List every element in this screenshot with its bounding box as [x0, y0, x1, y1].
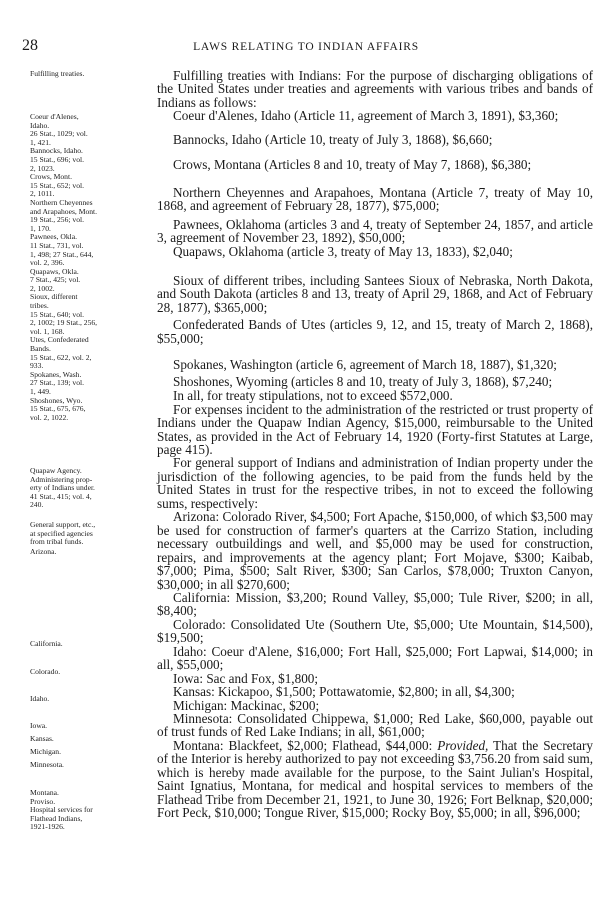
margin-note-line: 933. [30, 361, 44, 371]
margin-note-line: 1, 421. [30, 137, 51, 147]
margin-note-line: General support, etc., [30, 520, 96, 529]
margin-note-line: 15 Stat., 622, vol. 2, [30, 352, 92, 362]
margin-note-line: 2, 1011. [30, 189, 55, 199]
paragraph-california: California: Mission, $3,200; Round Valley, $5,000; Tule River, $200; in all, $8,400; [157, 589, 593, 619]
margin-note-line: Bannocks, Idaho. [30, 146, 83, 156]
paragraph-pawnees: Pawnees, Oklahoma (articles 3 and 4, treaty of September 24, 1857, and article 3, agreement of November 23, 1892), $50,000; [157, 216, 593, 246]
margin-note-line: 2, 1002; 19 Stat., 256, [30, 318, 98, 328]
margin-note-line: 1921-1926. [30, 822, 65, 832]
margin-note-line: vol. 2, 1022. [30, 412, 69, 422]
paragraph-montana [157, 739, 593, 820]
margin-note [30, 668, 148, 677]
margin-note-line: Quapaw Agency. [30, 466, 82, 475]
paragraph-coeur-dalenes: Coeur d'Alenes, Idaho (Article 11, agreement of March 3, 1891), $3,360; [173, 108, 559, 124]
margin-note-line: and Arapahoes, Mont. [30, 206, 98, 216]
margin-note-line: Proviso. [30, 796, 56, 806]
margin-note-line: 11 Stat., 731, vol. [30, 240, 84, 250]
margin-note-line: Arizona. [30, 547, 57, 556]
margin-note [30, 548, 148, 557]
margin-note [30, 748, 148, 757]
margin-note-line: 15 Stat., 640; vol. [30, 309, 85, 319]
margin-note-line: vol. 2, 396. [30, 258, 65, 268]
paragraph-fulfilling-treaties: Fulfilling treaties with Indians: For the purpose of discharging obligations of the United States under treaties and agreements with various tribes and bands of Indians as follows: [157, 68, 593, 110]
paragraph-bannocks: Bannocks, Idaho (Article 10, treaty of July 3, 1868), $6,660; [173, 131, 493, 147]
margin-note [30, 695, 148, 704]
paragraph-sioux: Sioux of different tribes, including Santees Sioux of Nebraska, North Dakota, and South Dakota (articles 8 and 13, treaty of April 29, 1868, and Act of February 28, 1877), $365,000; [157, 272, 593, 315]
margin-note-line: Michigan. [30, 747, 62, 756]
margin-note-line: tribes. [30, 301, 49, 311]
paragraph-in-all-treaty: In all, for treaty stipulations, not to exceed $572,000. [173, 388, 453, 404]
margin-note-line: Minnesota. [30, 760, 64, 769]
margin-note [30, 735, 148, 744]
paragraph-northern-cheyennes: Northern Cheyennes and Arapahoes, Montana (Article 7, treaty of May 10, 1868, and agreement of February 28, 1877), $75,000; [157, 184, 593, 214]
margin-note-line: 41 Stat., 415; vol. 4, [30, 491, 92, 501]
margin-note-line: Bands. [30, 344, 51, 354]
margin-note-line: 2, 1002. [30, 283, 55, 293]
margin-note-line: Kansas. [30, 734, 54, 743]
montana-text-start: Montana: Blackfeet, $2,000; Flathead, $44,000: [173, 737, 438, 753]
margin-note-line: Administering prop- [30, 474, 93, 484]
paragraph-general-support: For general support of Indians and administration of Indian property under the jurisdiction of the following agencies, to be paid from the funds held by the United States in trust for the respective tribes, in not to exceed the following sums, respectively: [157, 455, 593, 511]
margin-note-line: from tribal funds. [30, 537, 84, 547]
margin-note-line: 26 Stat., 1029; vol. [30, 129, 88, 139]
margin-note-line: vol. 1, 168. [30, 326, 65, 336]
margin-note [30, 521, 148, 547]
paragraph-idaho: Idaho: Coeur d'Alene, $16,000; Fort Hall, $25,000; Fort Lapwai, $14,000; in all, $55,000; [157, 643, 593, 673]
margin-note-line: 15 Stat., 696; vol. [30, 154, 85, 164]
margin-note-line: 19 Stat., 256; vol. [30, 215, 85, 225]
paragraph-colorado: Colorado: Consolidated Ute (Southern Ute, $5,000; Ute Mountain, $14,500), $19,500; [157, 616, 593, 646]
margin-note-line: 7 Stat., 425; vol. [30, 275, 81, 285]
margin-note-line: 15 Stat., 675, 676, [30, 404, 86, 414]
margin-note-line: 15 Stat., 652; vol. [30, 180, 85, 190]
margin-note [30, 789, 148, 832]
margin-note-line: Northern Cheyennes [30, 197, 93, 207]
margin-note-line: Spokanes, Wash. [30, 369, 82, 379]
margin-note-line: Colorado. [30, 667, 61, 676]
paragraph-spokanes: Spokanes, Washington (article 6, agreement of March 18, 1887), $1,320; [173, 357, 557, 373]
margin-note-line: Pawnees, Okla. [30, 232, 78, 242]
margin-note-line: Quapaws, Okla. [30, 266, 79, 276]
margin-note-line: Idaho. [30, 694, 50, 703]
main-text [157, 69, 593, 820]
montana-text-rest: That the Secretary of the Interior is hereby authorized to pay not exceeding $3,756.20 from said sum, which is hereby made available for the purpose, to the Saint Julian's Hospital, Saint Ignatius, Montana, for medical and hospital services to members of the Flathead Tribe from December 21, 1921, to June 30, 1926; Fort Belknap, $20,000; Fort Peck, $10,000; Tongue River, $15,000; Rocky Boy, $5,000; in all, $96,000; [157, 737, 593, 821]
margin-note-line: erty of Indians under. [30, 483, 95, 493]
paragraph-utes: Confederated Bands of Utes (articles 9, 12, and 15, treaty of March 2, 1868), $55,000; [157, 317, 593, 346]
margin-note-line: Fulfilling treaties. [30, 69, 85, 78]
paragraph-iowa: Iowa: Sac and Fox, $1,800; [173, 670, 319, 686]
margin-note-line: Hospital services for [30, 805, 93, 815]
page-number: 28 [22, 37, 38, 54]
paragraph-shoshones: Shoshones, Wyoming (articles 8 and 10, treaty of July 3, 1868), $7,240; [173, 373, 553, 389]
margin-note-line: California. [30, 639, 63, 648]
margin-note-line: Flathead Indians, [30, 813, 83, 823]
proviso-emphasis: Provided, [437, 737, 489, 753]
margin-note [30, 761, 148, 770]
margin-note-line: Crows, Mont. [30, 172, 72, 182]
paragraph-quapaw-agency: For expenses incident to the administration of the restricted or trust property of Indians under the Quapaw Indian Agency, $15,000, reimbursable to the United States, as provided in the Act of February 14, 1920 (Forty-first Statutes at Large, page 415). [157, 401, 593, 457]
margin-note-line: Utes, Confederated [30, 335, 89, 345]
margin-note [30, 722, 148, 731]
margin-note-line: 240. [30, 500, 44, 510]
paragraph-michigan: Michigan: Mackinac, $200; [173, 697, 320, 713]
margin-note-line: Idaho. [30, 120, 50, 130]
margin-note-line: 1, 170. [30, 223, 51, 233]
margin-note-line: 27 Stat., 139; vol. [30, 378, 85, 388]
margin-note-line: at specified agencies [30, 528, 93, 538]
paragraph-crows: Crows, Montana (Articles 8 and 10, treaty of May 7, 1868), $6,380; [173, 157, 532, 173]
paragraph-minnesota: Minnesota: Consolidated Chippewa, $1,000; Red Lake, $60,000, payable out of trust funds of Red Lake Indians; in all, $61,000; [157, 711, 593, 740]
margin-note [30, 640, 148, 649]
paragraph-quapaws: Quapaws, Oklahoma (article 3, treaty of May 13, 1833), $2,040; [173, 243, 513, 259]
margin-note-line: 2, 1023. [30, 163, 55, 173]
margin-note-line: Sioux, different [30, 292, 78, 302]
margin-note-line: 1, 449. [30, 387, 51, 396]
margin-note-line: Shoshones, Wyo. [30, 395, 83, 405]
margin-note-line: 1, 498; 27 Stat., 644, [30, 249, 94, 259]
running-title: LAWS RELATING TO INDIAN AFFAIRS [193, 41, 419, 53]
margin-note-line: Montana. [30, 788, 59, 797]
margin-note [30, 113, 148, 422]
margin-note [30, 467, 148, 510]
margin-note [30, 70, 148, 79]
margin-note-line: Iowa. [30, 721, 48, 730]
paragraph-kansas: Kansas: Kickapoo, $1,500; Pottawatomie, $2,800; in all, $4,300; [173, 684, 515, 700]
paragraph-arizona: Arizona: Colorado River, $4,500; Fort Apache, $150,000, of which $3,500 may be used for construction of farmer's quarters at the Carrizo Station, including necessary outbuildings and well, and $5,000 may be used for construction, repairs, and improvements at the agency plant; Fort Mojave, $300; Kaibab, $7,000; Pima, $500; Salt River, $300; San Carlos, $78,000; Truxton Canyon, $30,000; in all $270,600; [157, 509, 593, 592]
margin-note-line: Coeur d'Alenes, [30, 112, 79, 121]
